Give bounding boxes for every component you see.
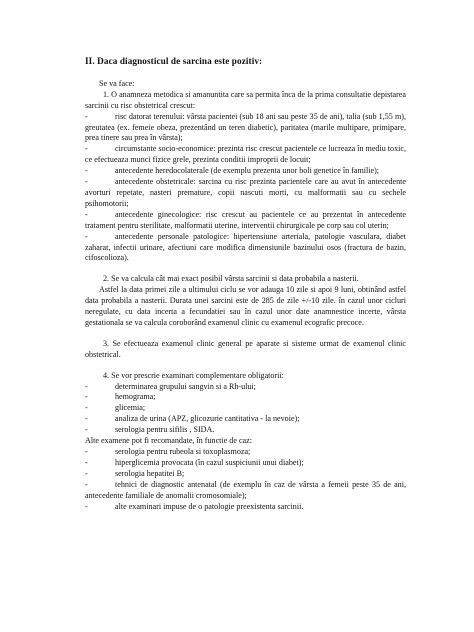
section-heading: II. Daca diagnosticul de sarcina este pozitiv: — [85, 56, 263, 66]
list-item: - analiza de urina (APZ, glicozurie cantitativa - la nevoie); — [85, 414, 300, 424]
list-item: - antecedente heredocolaterale (de exemplu prezenta unor boli genetice în familie); — [85, 166, 380, 176]
dash-marker: - — [85, 144, 88, 154]
list-item: - circumstante socio-economice: prezinta risc crescut pacientele ce lucreaza în mediu toxic, ce efectueaza munci fizice grele, prezinta conditii improprii de locuit; — [85, 144, 407, 165]
point-2-lead: 2. Se va calcula cât mai exact posibil vârsta sarcinii si data probabila a nasterii. — [103, 274, 359, 284]
list-item: - determinarea grupului sangvin si a Rh-ului; — [85, 381, 256, 391]
list-item: - serologia pentru sifilis , SIDA. — [85, 425, 215, 435]
dash-marker: - — [85, 231, 88, 241]
other-exams-lead: Alte examene pot fi recomandate, în functie de caz: — [85, 436, 252, 446]
dash-marker: - — [85, 479, 88, 489]
dash-marker: - — [85, 457, 88, 467]
dash-marker: - — [85, 414, 88, 424]
list-item: - antecedente ginecologice: risc crescut au pacientele ce au prezentat în antecedente tratament pentru sterilitate, malformatii uterine, interventii chirurgicale pe corp sau col uterin; — [85, 209, 406, 230]
list-item: - serologia pentru rubeola si toxoplasmoza; — [85, 447, 251, 456]
point-1-lead: 1. O anamneza metodica si amanuntita care sa permita înca de la prima consultatie depistarea sarcinii cu risc obstetrical crescut: — [85, 89, 406, 110]
dash-marker: - — [85, 425, 88, 435]
dash-marker: - — [85, 468, 88, 478]
intro-text: Se va face: — [99, 78, 135, 88]
point-3-text: 3. Se efectueaza examenul clinic general pe aparate si sisteme urmat de examenul clinic obstetrical. — [85, 338, 406, 359]
list-item: - risc datorat terenului: vârsta pacientei (sub 18 ani sau peste 35 de ani), talia (sub 1,55 m), greutatea (ex. femeie obeza, prezentând un teren diabetic), paritatea (marile multipare, primipare, prea tinere sau prea în vârsta); — [85, 111, 406, 143]
point-2-body: Astfel la data primei zile a ultimului ciclu se vor adauga 10 zile si apoi 9 luni, obtinând astfel data probabila a nasterii. Durata unei sarcini este de 285 de zile +/-10 zile. în cazul unor cicluri neregulate, cu data incerta a fecundatiei sau în cazul unor date anamnestice incerte, vârsta gestationala se va calcula coroborând examenul clinic cu examenul ecografic precoce. — [85, 285, 406, 327]
dash-marker: - — [85, 501, 88, 511]
list-item: - antecedente obstetricale: sarcina cu risc prezinta pacientele care au avut în antecedente avorturi repetate, nasteri premature, copii nascuti morti, cu malformatii sau cu sechele psihomotorii; — [85, 177, 406, 208]
list-item: - serologia hepatitei B; — [85, 468, 185, 478]
list-item: - hemograma; — [85, 392, 156, 402]
list-item: - antecedente personale patologice: hipertensiune arteriala, patologie vasculara, diabet zaharat, infectii urinare, afectiuni care modifica dimensiunile bazinului osos (fractura de bazin, cifoscolioza). — [85, 231, 406, 263]
dash-marker: - — [85, 403, 88, 413]
dash-marker: - — [85, 447, 88, 456]
other-exams-list — [85, 447, 406, 512]
dash-marker: - — [85, 166, 88, 176]
point-4-lead: 4. Se vor prescrie examinari complementare obligatorii: — [103, 370, 284, 380]
dash-marker: - — [85, 381, 88, 391]
list-item: - hiperglicemia provocata (în cazul suspiciunii unui diabet); — [85, 457, 304, 467]
dash-marker: - — [85, 177, 88, 187]
dash-marker: - — [85, 111, 88, 121]
point-4-list — [85, 382, 406, 437]
list-item: - tehnici de diagnostic antenatal (de exemplu în caz de vârsta a femeii peste 35 de ani, antecedente familiale de anomalii cromosomiale); — [85, 479, 406, 500]
list-item: - glicemia; — [85, 403, 146, 413]
dash-marker: - — [85, 209, 88, 219]
dash-marker: - — [85, 392, 88, 402]
list-item: - alte examinari impuse de o patologie preexistenta sarcinii. — [85, 501, 304, 511]
point-1-list — [85, 112, 406, 265]
